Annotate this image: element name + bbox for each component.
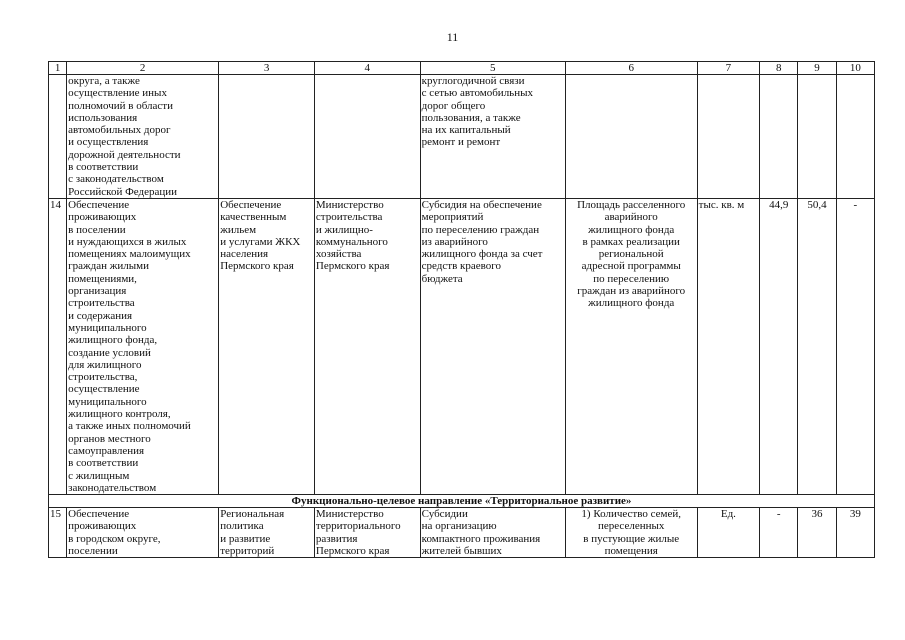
cell-line: населения — [220, 248, 269, 261]
cell-line: в рамках реализации — [582, 235, 680, 248]
cell-ministry — [314, 75, 420, 199]
header-cell: 7 — [697, 62, 759, 75]
cell-line: жителей бывших — [421, 544, 502, 557]
cell-line: осуществление иных — [68, 87, 167, 100]
cell-line: Министерство — [315, 508, 384, 521]
cell-line: жилищного контроля, — [68, 408, 171, 421]
cell-line: и осуществления — [68, 136, 149, 149]
cell-line: Обеспечение — [68, 508, 130, 521]
cell-line: Субсидия на обеспечение — [421, 198, 542, 211]
cell-indicator — [565, 75, 697, 199]
cell-line: территориального — [315, 520, 401, 533]
cell-line: проживающих — [68, 520, 137, 533]
cell-line: жильем — [220, 223, 257, 236]
cell-line: региональной — [598, 248, 664, 261]
cell-line: поселении — [68, 544, 118, 557]
cell-line: из аварийного — [421, 235, 488, 248]
cell-unit — [697, 198, 759, 494]
cell-line: 15 — [50, 508, 61, 521]
section-title: Функционально-целевое направление «Территориальное развитие» — [49, 495, 875, 508]
cell-line: Российской Федерации — [68, 185, 178, 198]
header-cell: 6 — [565, 62, 697, 75]
header-cell: 9 — [798, 62, 836, 75]
header-cell: 1 — [49, 62, 67, 75]
cell-value-9 — [798, 198, 836, 494]
cell-line: для жилищного — [68, 358, 142, 371]
cell-program — [219, 75, 315, 199]
cell-num — [49, 508, 67, 558]
cell-line: граждан из аварийного — [577, 285, 686, 298]
cell-line: Региональная — [220, 508, 285, 521]
header-cell: 3 — [219, 62, 315, 75]
cell-value-10 — [836, 508, 874, 558]
cell-line: Пермского края — [220, 260, 294, 273]
cell-line: переселенных — [598, 520, 665, 533]
cell-program — [219, 198, 315, 494]
cell-line: на их капитальный — [421, 124, 511, 137]
header-cell: 2 — [67, 62, 219, 75]
cell-line: территорий — [220, 544, 275, 557]
cell-line: полномочий в области — [68, 99, 173, 112]
cell-line: помещениями, — [68, 272, 137, 285]
cell-line: помещениях малоимущих — [68, 248, 191, 261]
cell-indicator — [565, 508, 697, 558]
cell-line: автомобильных дорог — [68, 124, 171, 137]
cell-line: жилищного фонда — [588, 297, 675, 310]
header-cell: 8 — [760, 62, 798, 75]
cell-ministry — [314, 198, 420, 494]
cell-num — [49, 198, 67, 494]
cell-line: с сетью автомобильных — [421, 87, 533, 100]
cell-line: жилищного фонда — [588, 223, 675, 236]
cell-subsidy — [420, 508, 565, 558]
cell-value-9 — [798, 508, 836, 558]
cell-line: строительства — [68, 297, 135, 310]
cell-line: Ед. — [720, 508, 736, 521]
cell-line: ремонт и ремонт — [421, 136, 501, 149]
cell-line: Министерство — [315, 198, 384, 211]
cell-line: бюджета — [421, 272, 463, 285]
cell-line: мероприятий — [421, 211, 484, 224]
cell-line: организация — [68, 285, 127, 298]
cell-line: тыс. кв. м — [698, 198, 745, 211]
header-cell: 4 — [314, 62, 420, 75]
cell-line: помещения — [604, 544, 658, 557]
cell-value-8 — [760, 508, 798, 558]
cell-line: средств краевого — [421, 260, 501, 273]
cell-value-9 — [798, 75, 836, 199]
cell-line: на организацию — [421, 520, 497, 533]
cell-line: 1) Количество семей, — [581, 508, 681, 521]
table-row — [49, 508, 875, 558]
cell-value-10 — [836, 75, 874, 199]
cell-line: осуществление — [68, 383, 140, 396]
cell-line: адресной программы — [581, 260, 681, 273]
cell-line: муниципального — [68, 395, 147, 408]
cell-line: политика — [220, 520, 264, 533]
cell-line: использования — [68, 111, 138, 124]
cell-line: в соответствии — [68, 161, 139, 174]
cell-line: в поселении — [68, 223, 126, 236]
cell-line: проживающих — [68, 211, 137, 224]
cell-line: и нуждающихся в жилых — [68, 235, 187, 248]
cell-line: с жилищным — [68, 469, 130, 482]
cell-line: создание условий — [68, 346, 151, 359]
cell-line: и услугами ЖКХ — [220, 235, 301, 248]
cell-line: 14 — [50, 198, 61, 211]
cell-line: законодательством — [68, 481, 157, 494]
cell-line: Пермского края — [315, 544, 390, 557]
cell-line: по переселению — [593, 272, 670, 285]
cell-line: 39 — [849, 508, 861, 521]
cell-line: граждан жилыми — [68, 260, 149, 273]
cell-line: дорог общего — [421, 99, 486, 112]
cell-line: жилищного фонда за счет — [421, 248, 543, 261]
cell-num — [49, 75, 67, 199]
cell-line: пользования, а также — [421, 111, 521, 124]
table-row — [49, 75, 875, 199]
cell-value-10 — [836, 198, 874, 494]
cell-unit — [697, 508, 759, 558]
header-row — [49, 62, 875, 75]
cell-subsidy — [420, 75, 565, 199]
header-cell: 5 — [420, 62, 565, 75]
cell-subsidy — [420, 198, 565, 494]
cell-line: компактного проживания — [421, 532, 541, 545]
cell-powers — [67, 508, 219, 558]
cell-line: в соответствии — [68, 457, 139, 470]
cell-value-8 — [760, 75, 798, 199]
cell-line: коммунального — [315, 235, 388, 248]
cell-line: - — [853, 198, 858, 211]
cell-line: Площадь расселенного — [577, 198, 686, 211]
cell-powers — [67, 75, 219, 199]
cell-line: дорожной деятельности — [68, 148, 181, 161]
cell-unit — [697, 75, 759, 199]
cell-line: качественным — [220, 211, 287, 224]
cell-powers — [67, 198, 219, 494]
cell-line: по переселению граждан — [421, 223, 540, 236]
table-row — [49, 198, 875, 494]
section-row — [49, 495, 875, 508]
program-table — [48, 61, 875, 558]
cell-line: в городском округе, — [68, 532, 161, 545]
page-number: 11 — [446, 30, 459, 44]
cell-line: аварийного — [604, 211, 658, 224]
cell-line: и жилищно- — [315, 223, 373, 236]
cell-line: органов местного — [68, 432, 151, 445]
cell-line: строительства — [315, 211, 383, 224]
cell-line: - — [776, 508, 781, 521]
cell-line: в пустующие жилые — [583, 532, 680, 545]
cell-line: жилищного фонда, — [68, 334, 158, 347]
cell-program — [219, 508, 315, 558]
cell-line: и развитие — [220, 532, 271, 545]
cell-line: круглогодичной связи — [421, 75, 525, 87]
cell-line: развития — [315, 532, 358, 545]
cell-line: Обеспечение — [220, 198, 282, 211]
cell-line: 44,9 — [769, 198, 789, 211]
cell-line: Обеспечение — [68, 198, 130, 211]
cell-ministry — [314, 508, 420, 558]
cell-line: с законодательством — [68, 173, 164, 186]
cell-line: и содержания — [68, 309, 133, 322]
cell-value-8 — [760, 198, 798, 494]
cell-line: Субсидии — [421, 508, 468, 521]
cell-line: 50,4 — [807, 198, 827, 211]
cell-line: Пермского края — [315, 260, 390, 273]
cell-line: муниципального — [68, 321, 147, 334]
cell-line: строительства, — [68, 371, 138, 384]
cell-line: самоуправления — [68, 444, 145, 457]
cell-line: 36 — [811, 508, 823, 521]
cell-line: а также иных полномочий — [68, 420, 191, 433]
cell-line: хозяйства — [315, 248, 362, 261]
header-cell: 10 — [836, 62, 874, 75]
cell-line: округа, а также — [68, 75, 140, 87]
cell-indicator — [565, 198, 697, 494]
